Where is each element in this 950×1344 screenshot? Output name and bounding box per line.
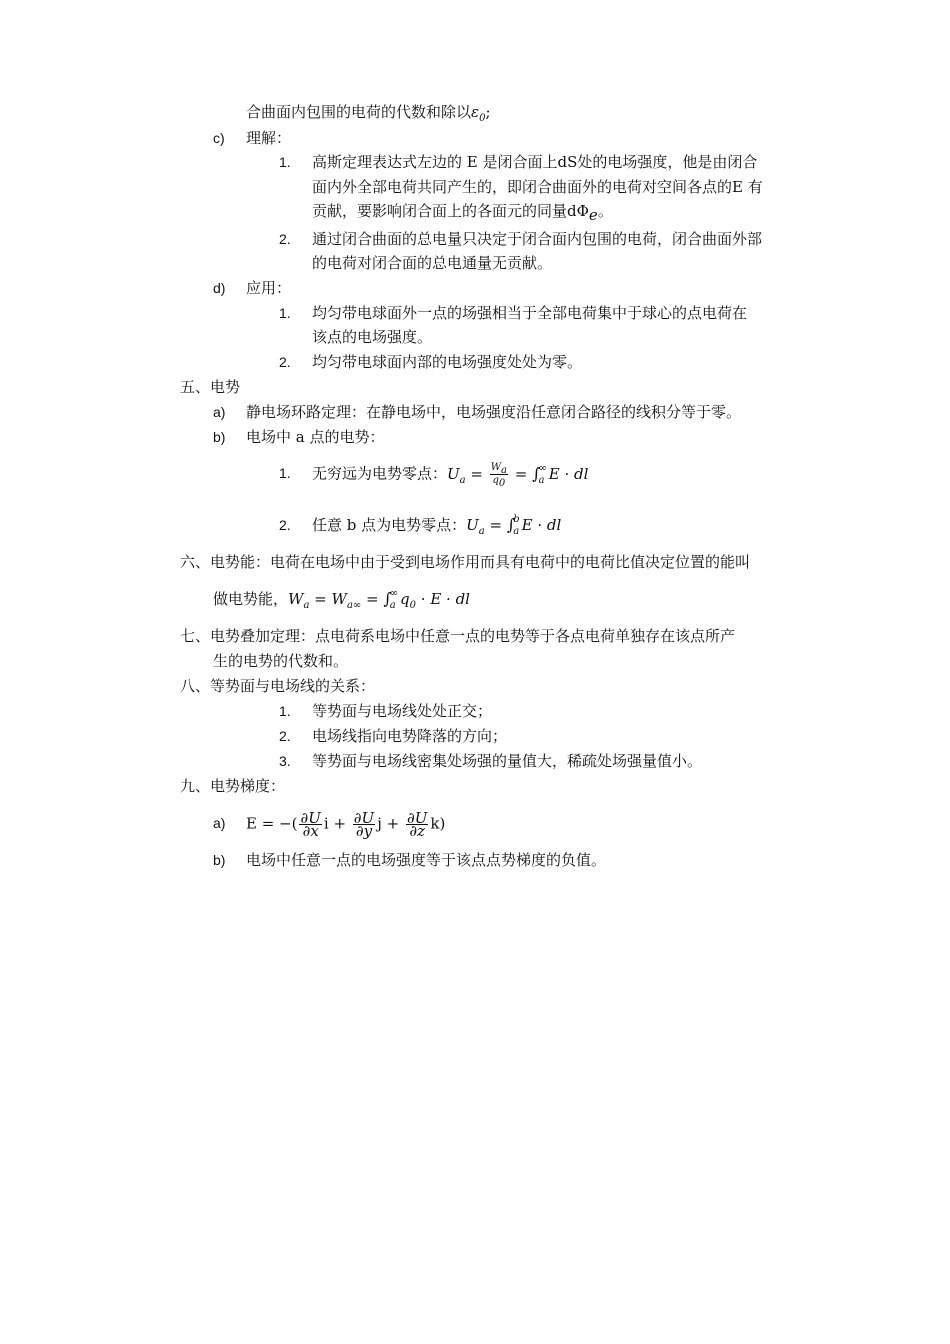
text-line: 理解：: [246, 129, 292, 147]
text-line: 电场中 a 点的电势：: [246, 428, 385, 446]
section-heading: 六、电势能：电荷在电场中由于受到电场作用而具有电荷中的电荷比值决定位置的能叫: [180, 553, 751, 571]
formula-wa: $W_a = W_{a\infty}$ = ∫ ∞ a $q_0 \cdot E$ · dl: [288, 588, 470, 611]
list-marker-1: 1.: [279, 154, 291, 170]
text-line: [246, 101, 491, 123]
list-marker-3: 3.: [279, 753, 291, 769]
formula-ua-infinity: $U_a$ = $\frac{W_a}{q_0}$ = ∫ ∞ a E · dl: [447, 462, 589, 489]
section-heading: 九、电势梯度：: [180, 777, 286, 795]
text-line: 等势面与电场线密集处场强的量值大，稀疏处场强量值小。: [312, 752, 703, 770]
text-segment: i +: [323, 814, 351, 833]
formula-line: [312, 462, 588, 487]
list-marker-2: 2.: [279, 354, 291, 370]
text-line: 电场中任意一点的电场强度等于该点点势梯度的负值。: [246, 851, 607, 869]
text-line: 高斯定理表达式左边的 E 是闭合面上dS处的电场强度，他是由闭合: [312, 153, 758, 171]
formula-line: [312, 514, 561, 538]
formula-gradient: [246, 809, 446, 840]
text-line: 的电荷对闭合面的总电通量无贡献。: [312, 254, 553, 272]
list-marker-1: 1.: [279, 465, 291, 481]
text-segment: j +: [377, 814, 404, 833]
text-segment: E = −(: [246, 814, 298, 833]
text-segment: 贡献，要影响闭合面上的各面元的同量: [312, 202, 568, 220]
dphi-symbol: $d\Phi_e$: [567, 202, 598, 224]
text-segment: 任意 b 点为电势零点：: [312, 516, 467, 534]
list-marker-c: c): [213, 130, 225, 146]
formula-ua-b: $U_a$ = ∫ b a E · dl: [466, 514, 562, 537]
text-line: 生的电势的代数和。: [213, 652, 349, 670]
list-marker-1: 1.: [279, 305, 291, 321]
text-line: 均匀带电球面内部的电场强度处处为零。: [312, 353, 583, 371]
formula-line: [213, 588, 470, 612]
epsilon-symbol: $\varepsilon_0$: [471, 103, 486, 124]
list-marker-d: d): [213, 280, 226, 296]
list-marker-1: 1.: [279, 703, 291, 719]
fraction: $\frac{\partial U}{\partial z}$: [406, 809, 428, 840]
text-line: 电场线指向电势降落的方向；: [312, 727, 508, 745]
list-marker-b: b): [213, 852, 226, 868]
text-segment: 。: [597, 202, 613, 220]
section-heading: 五、电势: [180, 378, 241, 396]
text-segment: 合曲面内包围的电荷的代数和除以: [246, 103, 472, 121]
text-line: 应用：: [246, 279, 292, 297]
list-marker-a: a): [213, 404, 226, 420]
text-line: 等势面与电场线处处正交；: [312, 702, 493, 720]
list-marker-a: a): [213, 815, 226, 831]
fraction: $\frac{W_a}{q_0}$: [490, 462, 507, 489]
text-line: 均匀带电球面外一点的场强相当于全部电荷集中于球心的点电荷在: [312, 304, 748, 322]
list-marker-2: 2.: [279, 517, 291, 533]
fraction: $\frac{\partial U}{\partial y}$: [353, 809, 375, 840]
text-line: [312, 200, 613, 222]
text-line: 面内外全部电荷共同产生的，即闭合曲面外的电荷对空间各点的E 有: [312, 178, 763, 196]
section-heading: 七、电势叠加定理：点电荷系电场中任意一点的电势等于各点电荷单独存在该点所产: [180, 627, 736, 645]
list-marker-2: 2.: [279, 728, 291, 744]
text-segment: 做电势能，: [213, 590, 289, 608]
text-line: 通过闭合曲面的总电量只决定于闭合面内包围的电荷，闭合曲面外部: [312, 230, 763, 248]
section-heading: 八、等势面与电场线的关系：: [180, 677, 376, 695]
text-segment: 无穷远为电势零点：: [312, 464, 448, 483]
list-marker-2: 2.: [279, 231, 291, 247]
list-marker-b: b): [213, 429, 226, 445]
fraction: $\frac{\partial U}{\partial x}$: [300, 809, 321, 840]
text-line: 该点的电场强度。: [312, 328, 433, 346]
text-line: 静电场环路定理：在静电场中，电场强度沿任意闭合路径的线积分等于零。: [246, 403, 742, 421]
text-segment: k): [430, 814, 446, 833]
text-segment: ;: [485, 103, 491, 121]
